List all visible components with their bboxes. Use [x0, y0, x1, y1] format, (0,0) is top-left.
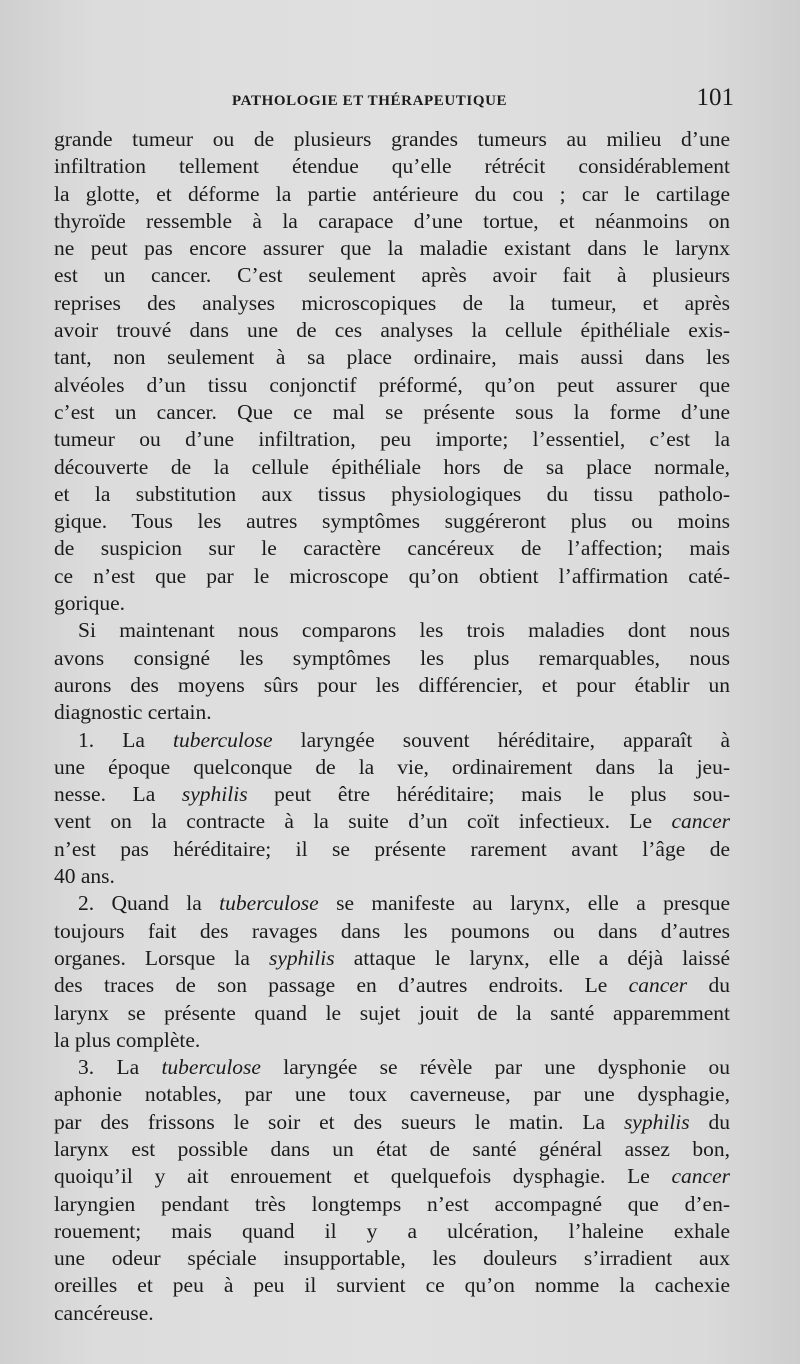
text-segment: c’est un cancer. Que ce mal se présente sous la forme d’une	[54, 399, 730, 424]
text-segment: aurons des moyens sûrs pour les différencier, et pour établir un	[54, 672, 730, 697]
text-segment: aphonie notables, par une toux caverneuse, par une dysphagie,	[54, 1082, 730, 1107]
text-line	[54, 727, 730, 754]
text-line	[54, 317, 730, 344]
text-line	[54, 1272, 730, 1299]
text-line	[54, 781, 730, 808]
text-line	[54, 1027, 730, 1054]
text-line	[54, 863, 730, 890]
text-segment: une odeur spéciale insupportable, les douleurs s’irradient aux	[54, 1246, 730, 1271]
text-segment: laryngée souvent héréditaire, apparaît à	[272, 727, 730, 752]
text-segment: vent on la contracte à la suite d’un coït infectieux. Le	[54, 809, 672, 834]
italic-term: cancer	[671, 1164, 730, 1189]
text-line	[54, 262, 730, 289]
italic-term: tuberculose	[219, 891, 319, 916]
text-segment: n’est pas héréditaire; il se présente rarement avant l’âge de	[54, 836, 730, 861]
text-segment: gorique.	[54, 591, 126, 616]
text-segment: organes. Lorsque la	[54, 945, 269, 970]
text-line	[54, 590, 730, 617]
text-segment: 40 ans.	[54, 864, 115, 889]
text-segment: des traces de son passage en d’autres endroits. Le	[54, 973, 629, 998]
text-line	[54, 1300, 730, 1327]
page-number: 101	[696, 84, 734, 111]
text-segment: 1. La	[78, 727, 174, 752]
text-line	[54, 972, 730, 999]
text-line	[54, 1081, 730, 1108]
text-segment: grande tumeur ou de plusieurs grandes tumeurs au milieu d’une	[54, 127, 730, 151]
text-segment: oreilles et peu à peu il survient ce qu’on nomme la cachexie	[54, 1273, 730, 1298]
text-segment: peut être héréditaire; mais le plus sou-	[247, 782, 730, 807]
text-segment: tant, non seulement à sa place ordinaire, mais aussi dans les	[54, 345, 730, 370]
body-text	[54, 126, 730, 1327]
text-segment: la glotte, et déforme la partie antérieure du cou ; car le cartilage	[54, 181, 730, 206]
text-segment: attaque le larynx, elle a déjà laissé	[334, 945, 730, 970]
text-line	[54, 181, 730, 208]
text-segment: la plus complète.	[54, 1027, 201, 1052]
text-line	[54, 508, 730, 535]
italic-term: tuberculose	[161, 1055, 261, 1080]
text-line	[54, 372, 730, 399]
text-segment: thyroïde ressemble à la carapace d’une tortue, et néanmoins on	[54, 208, 730, 233]
text-segment: larynx est possible dans un état de santé général assez bon,	[54, 1136, 730, 1161]
text-line	[54, 344, 730, 371]
text-line	[54, 672, 730, 699]
running-title: PATHOLOGIE ET THÉRAPEUTIQUE	[232, 93, 508, 109]
text-segment: quoiqu’il y ait enrouement et quelquefois dysphagie. Le	[54, 1164, 672, 1189]
text-segment: larynx se présente quand le sujet jouit de la santé apparemment	[54, 1000, 730, 1025]
text-segment: infiltration tellement étendue qu’elle rétrécit considérablement	[54, 154, 730, 179]
text-segment: cancéreuse.	[54, 1300, 154, 1325]
text-segment: Si maintenant nous comparons les trois maladies dont nous	[78, 618, 730, 643]
text-line	[54, 153, 730, 180]
text-segment: de suspicion sur le caractère cancéreux de l’affection; mais	[54, 536, 730, 561]
text-line	[54, 235, 730, 262]
text-segment: laryngée se révèle par une dysphonie ou	[260, 1055, 730, 1080]
text-segment: se manifeste au larynx, elle a presque	[318, 891, 731, 916]
italic-term: cancer	[671, 809, 730, 834]
italic-term: syphilis	[181, 782, 248, 807]
text-line	[54, 399, 730, 426]
text-line	[54, 481, 730, 508]
text-line	[54, 1218, 730, 1245]
text-line	[54, 1136, 730, 1163]
text-line	[54, 426, 730, 453]
text-segment: reprises des analyses microscopiques de la tumeur, et après	[54, 290, 730, 315]
text-line	[54, 454, 730, 481]
text-line	[54, 1054, 730, 1081]
text-segment: une époque quelconque de la vie, ordinairement dans la jeu-	[54, 754, 730, 779]
text-line	[54, 836, 730, 863]
text-segment: ce n’est que par le microscope qu’on obtient l’affirmation caté-	[54, 563, 730, 588]
text-segment: ne peut pas encore assurer que la maladie existant dans le larynx	[54, 236, 730, 261]
text-segment: 3. La	[78, 1055, 162, 1080]
text-line	[54, 1191, 730, 1218]
text-segment: 2. Quand la	[78, 891, 220, 916]
text-line	[54, 617, 730, 644]
italic-term: syphilis	[623, 1109, 690, 1134]
text-line	[54, 945, 730, 972]
text-segment: laryngien pendant très longtemps n’est accompagné que d’en-	[54, 1191, 730, 1216]
text-line	[54, 808, 730, 835]
text-segment: avons consigné les symptômes les plus remarquables, nous	[54, 645, 730, 670]
text-line	[54, 563, 730, 590]
text-segment: du	[687, 973, 731, 998]
text-segment: alvéoles d’un tissu conjonctif préformé, qu’on peut assurer que	[54, 372, 730, 397]
page-header	[232, 84, 734, 112]
text-segment: toujours fait des ravages dans les poumons ou dans d’autres	[54, 918, 730, 943]
text-segment: découverte de la cellule épithéliale hors de sa place normale,	[54, 454, 730, 479]
italic-term: syphilis	[268, 945, 335, 970]
text-segment: est un cancer. C’est seulement après avoir fait à plusieurs	[54, 263, 730, 288]
text-segment: rouement; mais quand il y a ulcération, l’haleine exhale	[54, 1218, 730, 1243]
text-line	[54, 699, 730, 726]
text-segment: du	[689, 1109, 731, 1134]
text-line	[54, 1245, 730, 1272]
italic-term: tuberculose	[173, 727, 273, 752]
text-line	[54, 754, 730, 781]
text-line	[54, 208, 730, 235]
text-segment: nesse. La	[54, 782, 182, 807]
italic-term: cancer	[628, 973, 688, 998]
text-line	[54, 1109, 730, 1136]
text-segment: avoir trouvé dans une de ces analyses la cellule épithéliale exis-	[54, 318, 730, 343]
text-line	[54, 890, 730, 917]
text-line	[54, 1163, 730, 1190]
text-segment: diagnostic certain.	[54, 700, 212, 725]
text-line	[54, 1000, 730, 1027]
text-segment: par des frissons le soir et des sueurs le matin. La	[54, 1109, 624, 1134]
text-line	[54, 290, 730, 317]
text-line	[54, 535, 730, 562]
text-segment: gique. Tous les autres symptômes suggéreront plus ou moins	[54, 509, 730, 534]
text-segment: tumeur ou d’une infiltration, peu importe; l’essentiel, c’est la	[54, 427, 730, 452]
text-line	[54, 126, 730, 153]
text-segment: et la substitution aux tissus physiologiques du tissu patholo-	[54, 481, 730, 506]
text-line	[54, 918, 730, 945]
text-line	[54, 645, 730, 672]
